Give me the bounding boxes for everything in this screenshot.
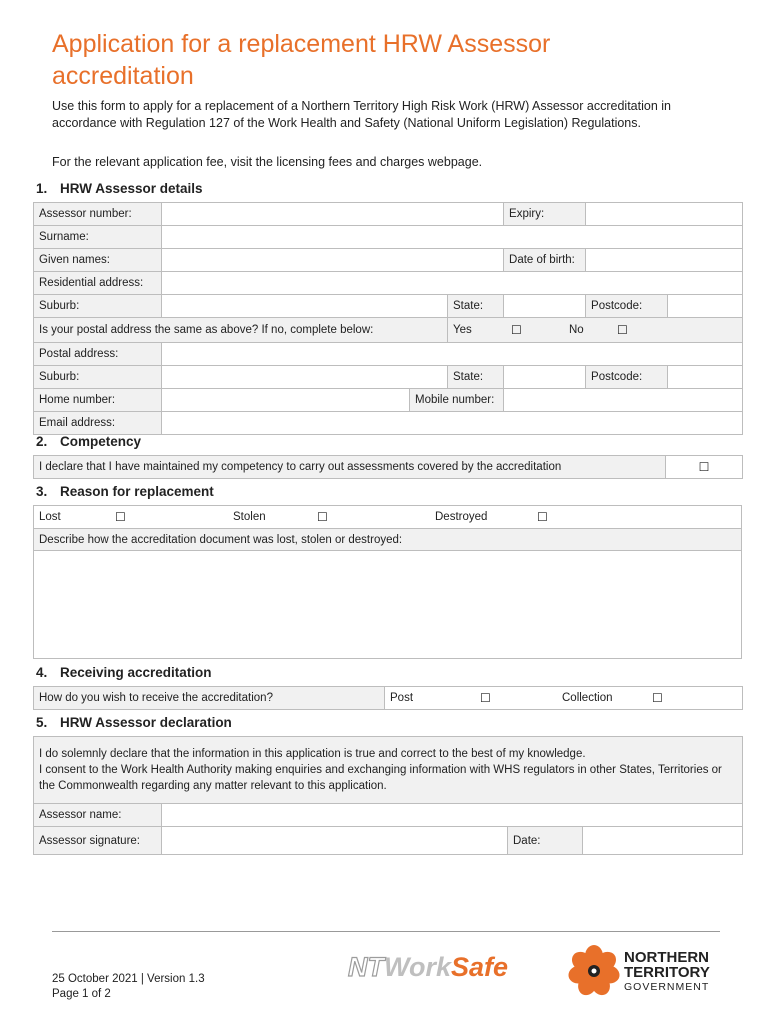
postal-address-field[interactable] xyxy=(162,343,743,366)
lost-checkbox[interactable]: ☐ xyxy=(115,510,126,524)
stolen-label: Stolen xyxy=(233,511,266,523)
assessor-signature-field[interactable] xyxy=(162,827,508,855)
mobile-number-field[interactable] xyxy=(504,389,743,412)
yes-label: Yes xyxy=(453,324,472,336)
expiry-field[interactable] xyxy=(586,203,743,226)
stolen-checkbox[interactable]: ☐ xyxy=(317,510,328,524)
declaration-line-1: I do solemnly declare that the information in this application is true and correct to the best of my knowledge. xyxy=(39,748,586,760)
postal-postcode-label: Postcode: xyxy=(586,366,668,389)
footer-date-version: 25 October 2021 | Version 1.3 xyxy=(52,973,205,985)
section-4-heading: 4. Receiving accreditation xyxy=(36,665,212,680)
post-checkbox[interactable]: ☐ xyxy=(480,691,491,705)
post-label: Post xyxy=(390,692,414,704)
home-number-label: Home number: xyxy=(34,389,162,412)
footer-page-number: Page 1 of 2 xyxy=(52,988,111,1000)
postal-postcode-field[interactable] xyxy=(668,366,743,389)
nt-worksafe-logo: NTWorkSafe xyxy=(348,952,509,982)
section-2-heading: 2. Competency xyxy=(36,434,142,449)
postal-suburb-label: Suburb: xyxy=(34,366,162,389)
footer-divider xyxy=(52,931,720,932)
reason-table xyxy=(33,505,742,659)
state-label: State: xyxy=(448,295,504,318)
dob-field[interactable] xyxy=(586,249,743,272)
competency-checkbox[interactable]: ☐ xyxy=(666,456,743,479)
dob-label: Date of birth: xyxy=(504,249,586,272)
declaration-line-2: I consent to the Work Health Authority making enquiries and exchanging information with WHS regulators in other States, Territories or the Commonwealth regarding any matter relevant to this application. xyxy=(39,764,722,792)
residential-address-label: Residential address: xyxy=(34,272,162,295)
postal-same-question: Is your postal address the same as above? If no, complete below: xyxy=(34,318,448,343)
postal-address-label: Postal address: xyxy=(34,343,162,366)
declaration-text xyxy=(34,737,743,804)
mobile-number-label: Mobile number: xyxy=(410,389,504,412)
home-number-field[interactable] xyxy=(162,389,410,412)
yes-checkbox[interactable]: ☐ xyxy=(511,323,522,337)
suburb-label: Suburb: xyxy=(34,295,162,318)
email-address-field[interactable] xyxy=(162,412,743,435)
describe-label: Describe how the accreditation document was lost, stolen or destroyed: xyxy=(34,529,742,551)
fee-note: For the relevant application fee, visit the licensing fees and charges webpage. xyxy=(52,155,483,169)
assessor-details-table xyxy=(33,202,743,435)
section-5-heading: 5. HRW Assessor declaration xyxy=(36,715,232,730)
given-names-label: Given names: xyxy=(34,249,162,272)
assessor-name-label: Assessor name: xyxy=(34,804,162,827)
assessor-number-field[interactable] xyxy=(162,203,504,226)
no-checkbox[interactable]: ☐ xyxy=(617,323,628,337)
section-1-heading: 1. HRW Assessor details xyxy=(36,181,203,196)
assessor-name-field[interactable] xyxy=(162,804,743,827)
surname-field[interactable] xyxy=(162,226,743,249)
assessor-number-label: Assessor number: xyxy=(34,203,162,226)
postal-same-options xyxy=(448,318,743,343)
assessor-signature-label: Assessor signature: xyxy=(34,827,162,855)
postcode-label: Postcode: xyxy=(586,295,668,318)
given-names-field[interactable] xyxy=(162,249,504,272)
receive-question: How do you wish to receive the accreditation? xyxy=(34,687,385,710)
lost-label: Lost xyxy=(39,511,61,523)
postal-suburb-field[interactable] xyxy=(162,366,448,389)
destroyed-label: Destroyed xyxy=(435,511,488,523)
no-label: No xyxy=(569,324,584,336)
expiry-label: Expiry: xyxy=(504,203,586,226)
postal-state-field[interactable] xyxy=(504,366,586,389)
date-label: Date: xyxy=(508,827,583,855)
page-title: Application for a replacement HRW Assessor accreditation xyxy=(52,30,551,90)
surname-label: Surname: xyxy=(34,226,162,249)
postcode-field[interactable] xyxy=(668,295,743,318)
section-3-heading: 3. Reason for replacement xyxy=(36,484,214,499)
suburb-field[interactable] xyxy=(162,295,448,318)
competency-declaration-text: I declare that I have maintained my competency to carry out assessments covered by the accreditation xyxy=(34,456,666,479)
residential-address-field[interactable] xyxy=(162,272,743,295)
date-field[interactable] xyxy=(583,827,743,855)
competency-table xyxy=(33,455,743,479)
receive-options xyxy=(385,687,743,710)
postal-state-label: State: xyxy=(448,366,504,389)
email-address-label: Email address: xyxy=(34,412,162,435)
state-field[interactable] xyxy=(504,295,586,318)
intro-text: Use this form to apply for a replacement of a Northern Territory High Risk Work (HRW) Assessor accreditation in accordance with Regulation 127 of the Work Health and Safety (National Uniform Legislation) Regulations. xyxy=(52,99,671,130)
ntg-wordmark: NORTHERN TERRITORY xyxy=(624,949,710,981)
collection-label: Collection xyxy=(562,692,613,704)
declaration-table xyxy=(33,736,743,855)
reason-options xyxy=(34,506,742,529)
ntg-government-text: GOVERNMENT xyxy=(624,981,710,993)
receiving-table xyxy=(33,686,743,710)
destroyed-checkbox[interactable]: ☐ xyxy=(537,510,548,524)
collection-checkbox[interactable]: ☐ xyxy=(652,691,663,705)
describe-field[interactable] xyxy=(34,551,742,659)
footer-info xyxy=(52,972,205,1002)
